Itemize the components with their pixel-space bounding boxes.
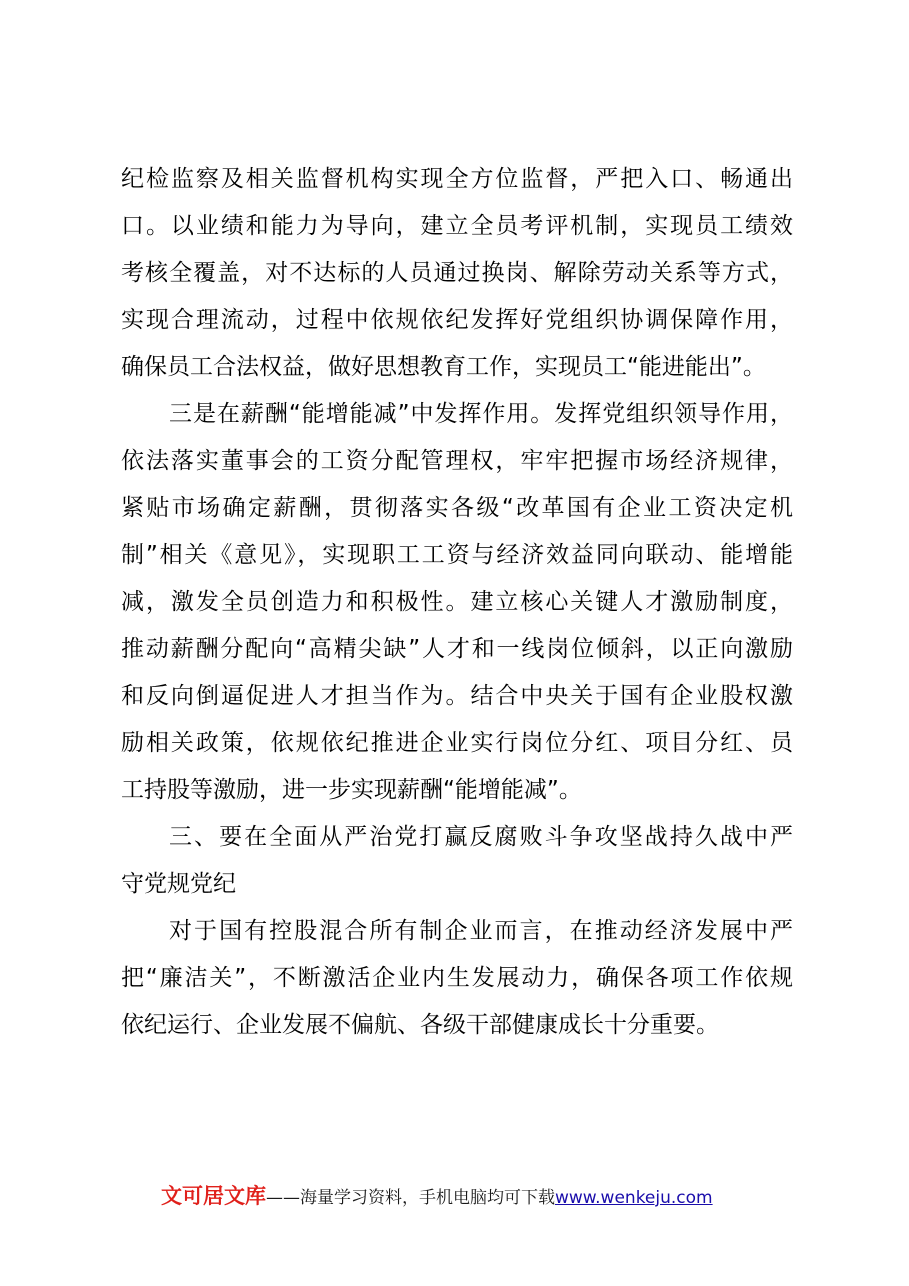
brand-name: 文可居文库 [161, 1184, 266, 1208]
text-line: 励相关政策，依规依纪推进企业实行岗位分红、项目分红、员 [121, 730, 793, 756]
text-line: 制”相关《意见》，实现职工工资与经济效益同向联动、能增能 [121, 542, 793, 568]
text-line: 确保员工合法权益，做好思想教育工作，实现员工“能进能出”。 [121, 354, 766, 380]
text-line: 推动薪酬分配向“高精尖缺”人才和一线岗位倾斜，以正向激励 [121, 636, 793, 662]
text-line: 依纪运行、企业发展不偏航、各级干部健康成长十分重要。 [121, 1012, 719, 1038]
text-line: 紧贴市场确定薪酬，贯彻落实各级“改革国有企业工资决定机 [121, 495, 793, 521]
paragraph-first-line: 三是在薪酬“能增能减”中发挥作用。发挥党组织领导作用， [169, 401, 793, 427]
text-line: 纪检监察及相关监督机构实现全方位监督，严把入口、畅通出 [121, 166, 793, 192]
section-heading-line: 守党规党纪 [121, 871, 236, 897]
footer-tagline: ——海量学习资料，手机电脑均可下载 [266, 1188, 555, 1208]
text-line: 依法落实董事会的工资分配管理权，牢牢把握市场经济规律， [121, 448, 793, 474]
paragraph-first-line: 对于国有控股混合所有制企业而言，在推动经济发展中严 [169, 918, 793, 944]
section-heading-line: 三、要在全面从严治党打赢反腐败斗争攻坚战持久战中严 [169, 824, 793, 850]
text-line: 考核全覆盖，对不达标的人员通过换岗、解除劳动关系等方式， [121, 260, 793, 286]
text-line: 减，激发全员创造力和积极性。建立核心关键人才激励制度， [121, 589, 793, 615]
text-line: 口。以业绩和能力为导向，建立全员考评机制，实现员工绩效 [121, 213, 793, 239]
text-line: 和反向倒逼促进人才担当作为。结合中央关于国有企业股权激 [121, 683, 793, 709]
website-link[interactable]: www.wenkeju.com [555, 1188, 713, 1208]
text-line: 实现合理流动，过程中依规依纪发挥好党组织协调保障作用， [121, 307, 793, 333]
footer-banner [161, 1182, 713, 1210]
text-line: 把“廉洁关”，不断激活企业内生发展动力，确保各项工作依规 [121, 965, 793, 991]
text-line: 工持股等激励，进一步实现薪酬“能增能减”。 [121, 777, 582, 803]
